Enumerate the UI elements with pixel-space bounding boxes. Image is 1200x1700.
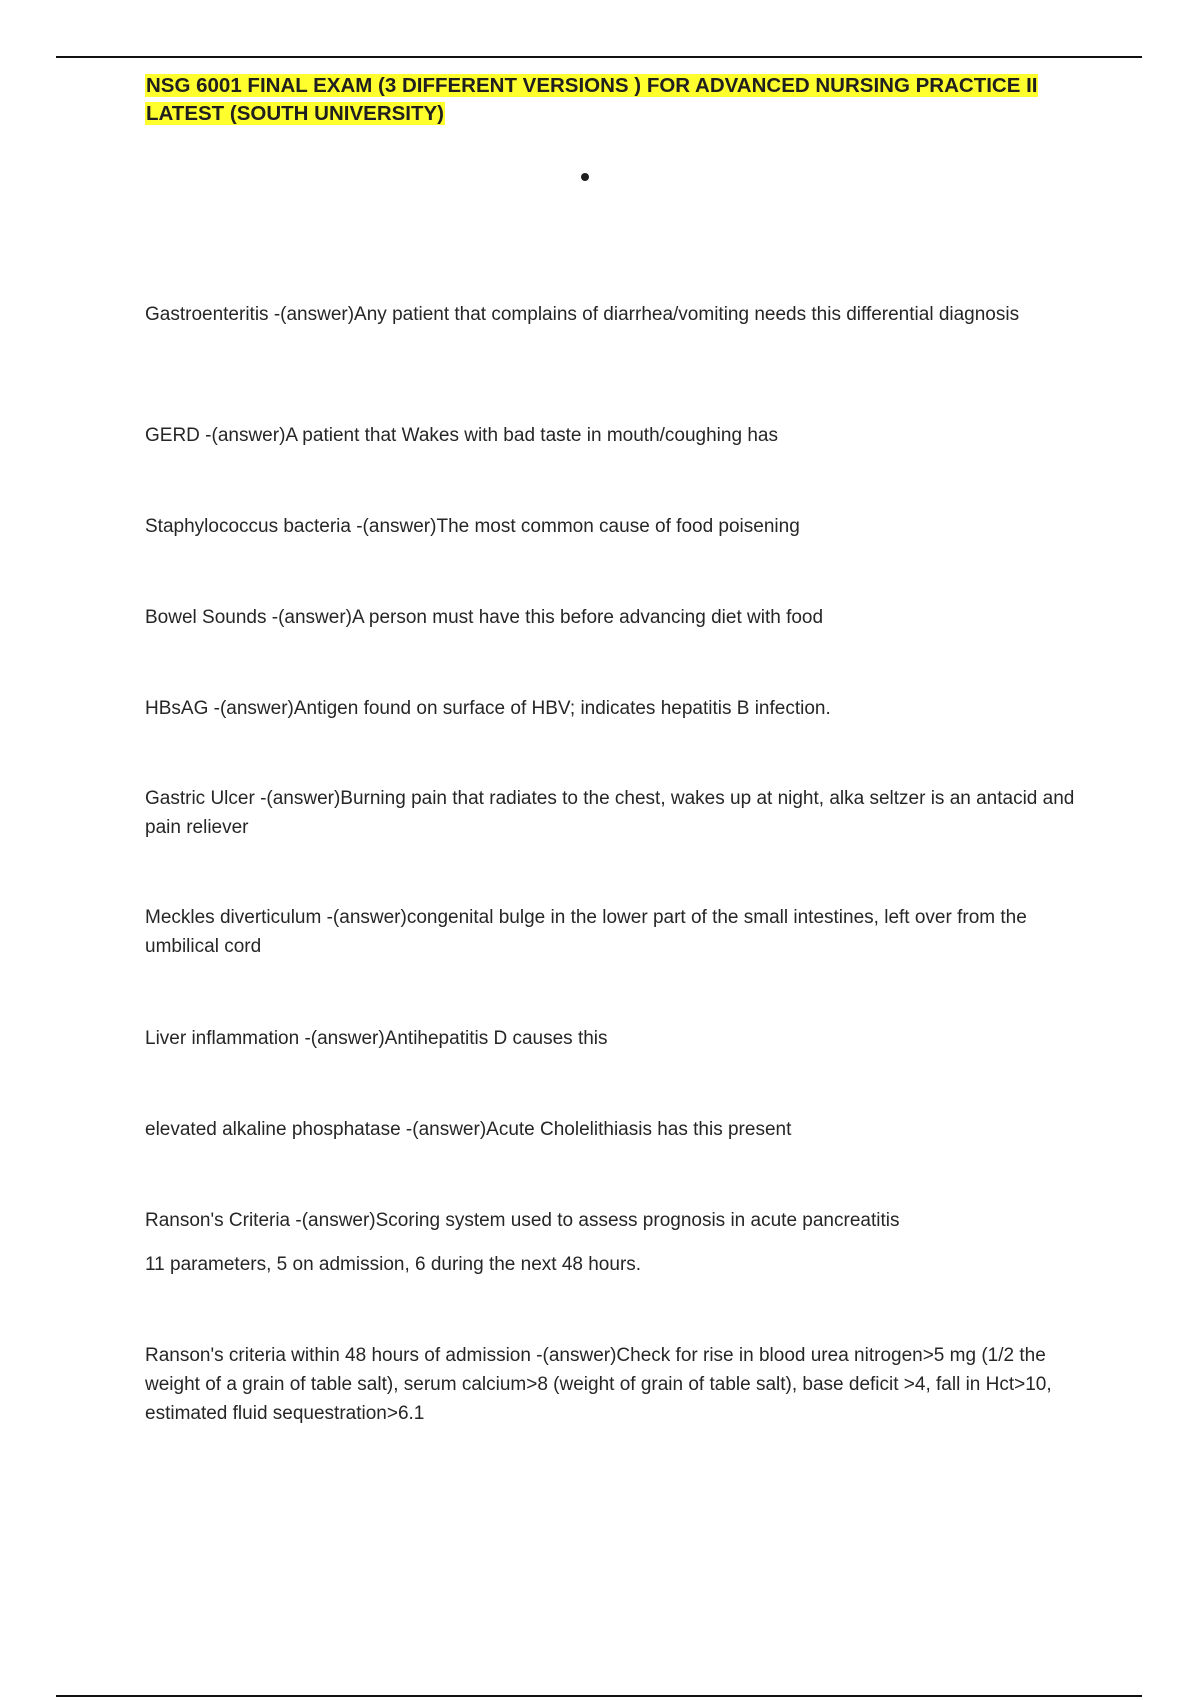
entry-text: HBsAG -(answer)Antigen found on surface of HBV; indicates hepatitis B infection. [145, 698, 831, 719]
entry-text: Meckles diverticulum -(answer)congenital bulge in the lower part of the small intestines, left over from the umbilical cord [145, 907, 1027, 957]
entry-text: Gastroenteritis -(answer)Any patient that complains of diarrhea/vomiting needs this differential diagnosis [145, 304, 1020, 325]
qa-entry-meckles [145, 903, 1090, 961]
entry-text: elevated alkaline phosphatase -(answer)Acute Cholelithiasis has this present [145, 1119, 792, 1140]
qa-entry-gastroenteritis [145, 300, 1090, 329]
qa-entry-ransons-criteria [145, 1206, 1090, 1279]
entry-text: GERD -(answer)A patient that Wakes with bad taste in mouth/coughing has [145, 425, 778, 446]
qa-entry-staphylococcus [145, 512, 1090, 541]
entry-text: Ranson's Criteria -(answer)Scoring system used to assess prognosis in acute pancreatitis [145, 1210, 900, 1231]
entry-text: Bowel Sounds -(answer)A person must have this before advancing diet with food [145, 607, 824, 628]
qa-entry-bowel-sounds [145, 603, 1090, 632]
qa-entry-alkaline-phosphatase [145, 1115, 1090, 1144]
qa-entry-liver-inflammation [145, 1024, 1090, 1053]
qa-entry-hbsag [145, 694, 1090, 723]
top-rule [56, 56, 1142, 58]
qa-entry-gastric-ulcer [145, 784, 1090, 842]
qa-entry-ransons-48-hours [145, 1341, 1090, 1428]
bullet-point [581, 173, 589, 181]
entry-text: Staphylococcus bacteria -(answer)The most common cause of food poisening [145, 516, 800, 537]
document-title: NSG 6001 FINAL EXAM (3 DIFFERENT VERSIONS ) FOR ADVANCED NURSING PRACTICE II LATEST (SOUTH UNIVERSITY) [146, 74, 1038, 125]
entry-text: Gastric Ulcer -(answer)Burning pain that radiates to the chest, wakes up at night, alka seltzer is an antacid and pain reliever [145, 788, 1075, 838]
entry-text: Liver inflammation -(answer)Antihepatitis D causes this [145, 1028, 608, 1049]
entry-text: Ranson's criteria within 48 hours of admission -(answer)Check for rise in blood urea nitrogen>5 mg (1/2 the weight of a grain of table salt), serum calcium>8 (weight of grain of table salt), base deficit >4, fall in Hct>10, estimated fluid sequestration>6.1 [145, 1345, 1052, 1424]
bottom-rule [56, 1695, 1142, 1697]
qa-entry-gerd [145, 421, 1090, 450]
entry-text-continued: 11 parameters, 5 on admission, 6 during the next 48 hours. [145, 1254, 642, 1275]
